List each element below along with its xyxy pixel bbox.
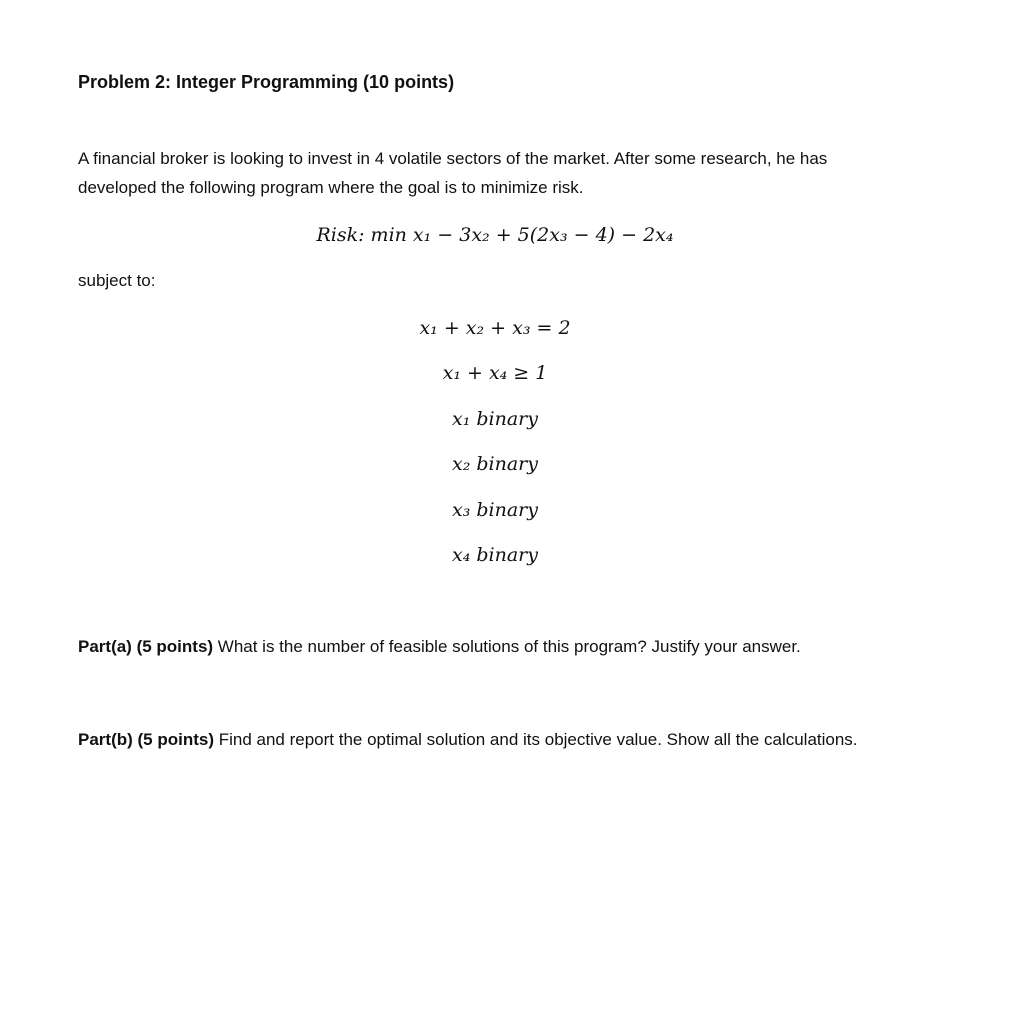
constraint-x3-binary: x₃ binary	[452, 499, 538, 521]
constraint-x4-binary: x₄ binary	[452, 544, 538, 566]
part-a-question	[78, 632, 908, 661]
part-a-text: What is the number of feasible solutions of this program? Justify your answer.	[213, 637, 801, 656]
problem-title: Problem 2: Integer Programming (10 points)	[78, 72, 455, 92]
subject-to-label: subject to:	[78, 271, 156, 290]
part-b-text: Find and report the optimal solution and its objective value. Show all the calculations.	[214, 730, 858, 749]
part-a-label: Part(a) (5 points)	[78, 637, 214, 656]
intro-paragraph: A financial broker is looking to invest in 4 volatile sectors of the market. After some research, he has developed the following program where the goal is to minimize risk.	[78, 149, 828, 197]
objective-function: Risk: min x₁ − 3x₂ + 5(2x₃ − 4) − 2x₄	[316, 224, 674, 246]
constraint-sum-equality: x₁ + x₂ + x₃ = 2	[419, 317, 571, 339]
constraint-inequality: x₁ + x₄ ≥ 1	[442, 362, 548, 384]
constraint-x1-binary: x₁ binary	[452, 408, 538, 430]
constraint-x2-binary: x₂ binary	[452, 453, 538, 475]
part-b-label: Part(b) (5 points)	[78, 730, 214, 749]
part-b-question	[78, 725, 908, 754]
